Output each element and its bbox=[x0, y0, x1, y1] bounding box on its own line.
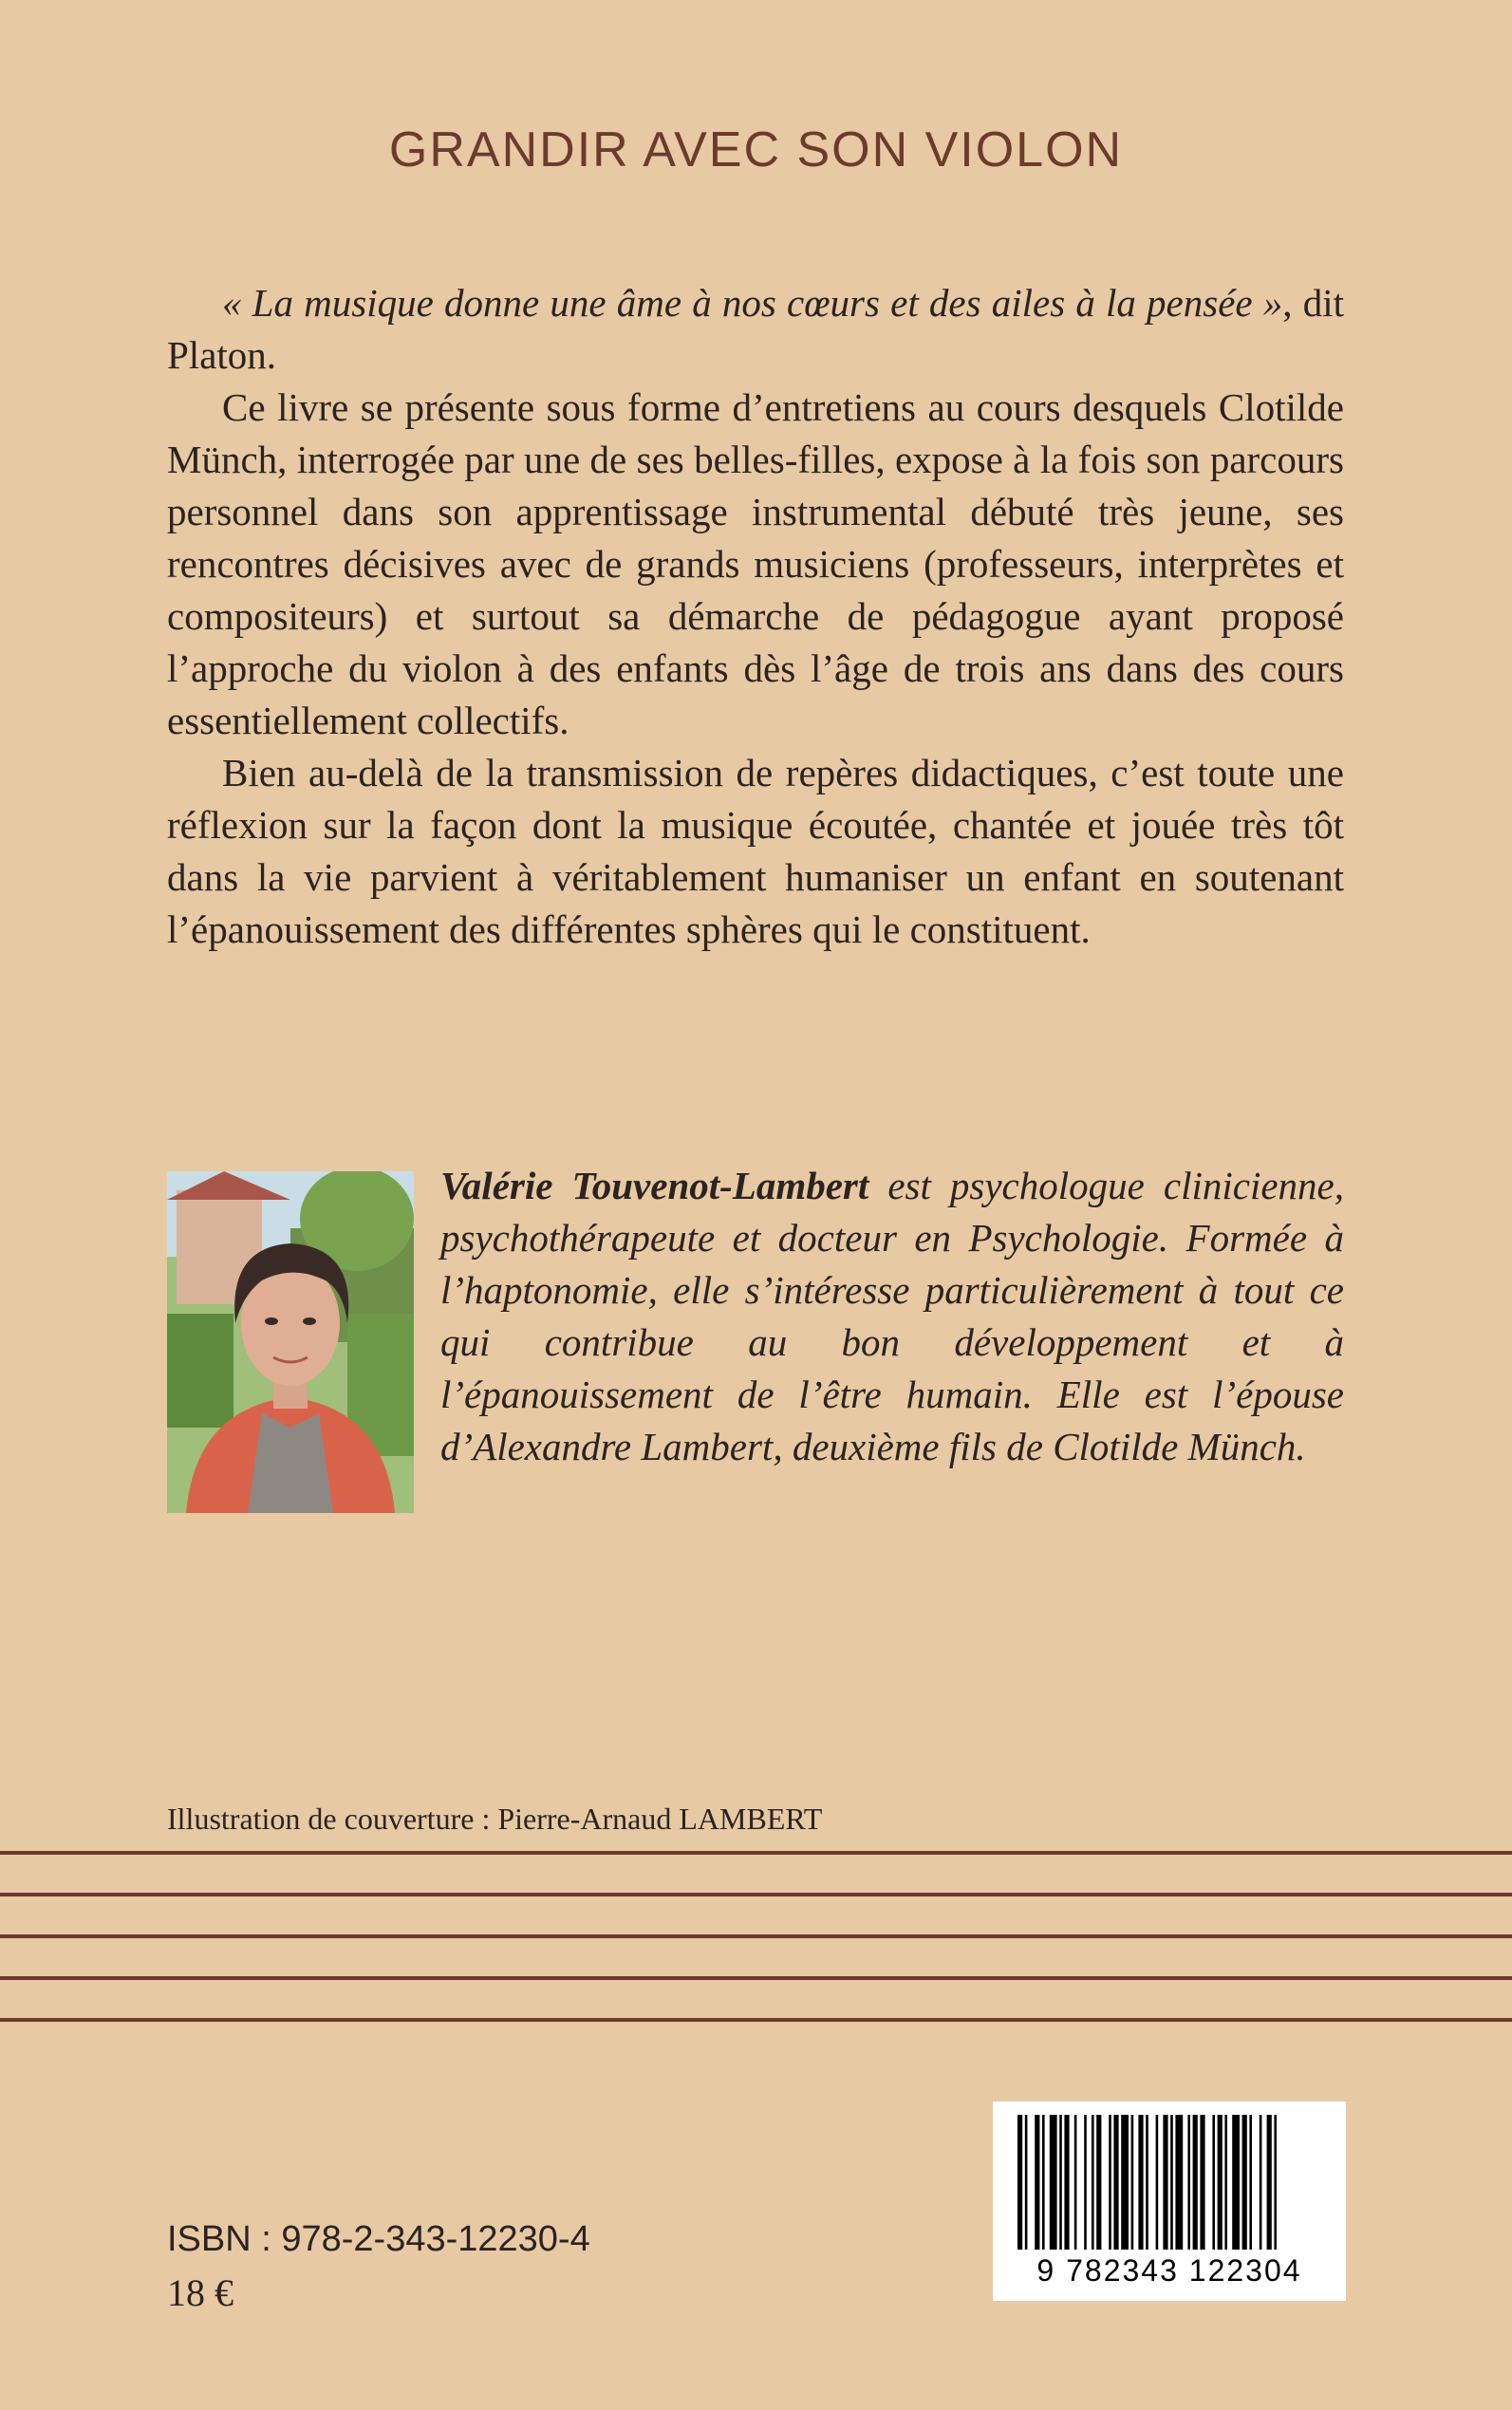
barcode-bar bbox=[1084, 2115, 1087, 2250]
barcode-bar bbox=[1121, 2115, 1129, 2250]
book-title: GRANDIR AVEC SON VIOLON bbox=[388, 122, 1124, 177]
barcode-digits: 9 782343 122304 bbox=[1036, 2253, 1302, 2288]
staff-line bbox=[0, 1851, 1512, 1855]
staff-line bbox=[0, 1893, 1512, 1896]
barcode-bar bbox=[1242, 2115, 1247, 2250]
barcode-bar bbox=[1224, 2115, 1227, 2250]
barcode-bar bbox=[1218, 2115, 1223, 2250]
back-cover-blurb bbox=[167, 277, 1344, 956]
barcode-bar bbox=[1042, 2115, 1045, 2250]
barcode-bar bbox=[1059, 2115, 1062, 2250]
author-block bbox=[167, 1160, 1344, 1523]
author-name: Valérie Touvenot-Lambert bbox=[440, 1164, 869, 1207]
barcode-bar bbox=[1232, 2115, 1240, 2250]
barcode-bar bbox=[1131, 2115, 1134, 2250]
barcode-bar bbox=[1267, 2115, 1272, 2250]
barcode bbox=[993, 2102, 1346, 2301]
barcode-bar bbox=[1113, 2115, 1118, 2250]
staff-line bbox=[0, 2018, 1512, 2022]
staff-line bbox=[0, 1934, 1512, 1938]
barcode-bar bbox=[1109, 2115, 1111, 2250]
barcode-bar bbox=[1017, 2115, 1022, 2250]
barcode-bar bbox=[1146, 2115, 1148, 2250]
barcode-bar bbox=[1096, 2115, 1101, 2250]
barcode-bar bbox=[1170, 2115, 1173, 2250]
blurb-paragraph-3: Bien au-delà de la transmission de repères didactiques, c’est toute une réflexion sur la façon dont la musique écoutée, chantée et jouée très tôt dans la vie parvient à véritablement humaniser un enfant en soutenant l’épanouissement des différentes sphères qui le constituent. bbox=[167, 751, 1344, 951]
barcode-bar bbox=[1249, 2115, 1252, 2250]
barcode-bar bbox=[1274, 2115, 1277, 2250]
platon-quote: « La musique donne une âme à nos cœurs et des ailes à la pensée » bbox=[222, 281, 1283, 325]
isbn-number: ISBN : 978-2-343-12230-4 bbox=[167, 2219, 590, 2259]
barcode-bar bbox=[1193, 2115, 1198, 2250]
blurb-quote-paragraph bbox=[167, 277, 1344, 382]
cover-illustration-credit: Illustration de couverture : Pierre-Arnaud LAMBERT bbox=[167, 1802, 823, 1836]
barcode-bar bbox=[1035, 2115, 1039, 2250]
barcode-bar bbox=[1064, 2115, 1069, 2250]
barcode-bar bbox=[1163, 2115, 1167, 2250]
barcode-bar bbox=[1175, 2115, 1183, 2250]
blurb-paragraph-2: Ce livre se présente sous forme d’entretiens au cours desquels Clotilde Münch, interrogée par une de ses belles-filles, expose à la fois son parcours personnel dans son apprentissage instrumental débuté très jeune, ses rencontres décisives avec de grands musiciens (professeurs, interprètes et compositeurs) et surtout sa démarche de pédagogue ayant proposé l’approche du violon à des enfants dès l’âge de trois ans dans des cours essentiellement collectifs. bbox=[167, 385, 1344, 742]
price: 18 € bbox=[167, 2271, 233, 2314]
barcode-bar bbox=[1138, 2115, 1143, 2250]
barcode-bar bbox=[1025, 2115, 1028, 2250]
staff-line bbox=[0, 1976, 1512, 1980]
barcode-bars bbox=[993, 2102, 1346, 2253]
barcode-bar bbox=[1074, 2115, 1077, 2250]
barcode-bar bbox=[1092, 2115, 1094, 2250]
barcode-bar bbox=[1156, 2115, 1159, 2250]
barcode-bar bbox=[1200, 2115, 1204, 2250]
author-bio-text: est psychologue clinicienne, psychothérapeute et docteur en Psychologie. Formée à l’haptonomie, elle s’intéresse particulièrement à tout ce qui contribue au bon développement et à l’épanouissement de l’être humain. Elle est l’épouse d’Alexandre Lambert, deuxième fils de Clotilde Münch. bbox=[440, 1164, 1344, 1468]
barcode-bar bbox=[1050, 2115, 1057, 2250]
quote-attribution: , dit Platon. bbox=[167, 281, 1344, 377]
barcode-bar bbox=[1212, 2115, 1215, 2250]
barcode-bar bbox=[1187, 2115, 1190, 2250]
author-photo bbox=[167, 1171, 414, 1513]
barcode-bar bbox=[1260, 2115, 1262, 2250]
